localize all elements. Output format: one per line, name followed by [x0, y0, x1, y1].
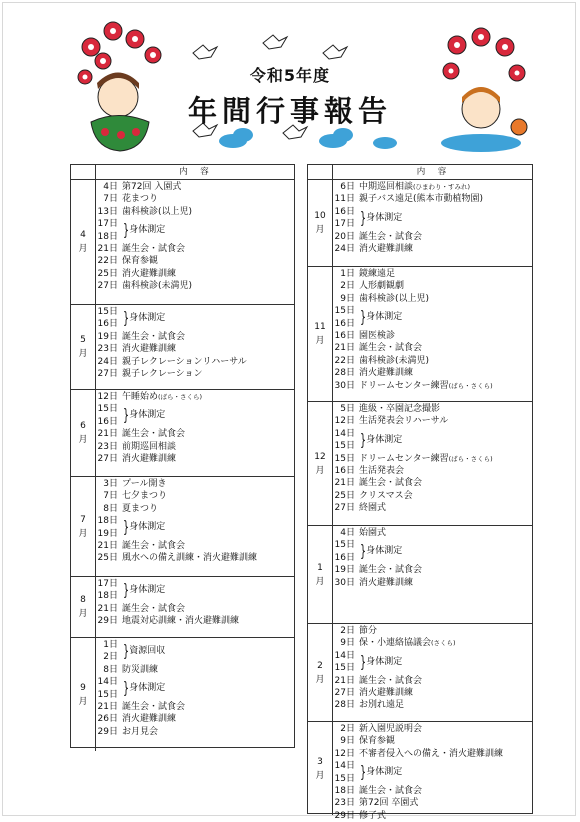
- event-title: 終園式: [359, 503, 387, 514]
- girl-balloon-illustration: [73, 17, 183, 157]
- event-title: 夏まつり: [122, 503, 159, 514]
- event-day: 14日: [334, 761, 355, 772]
- event-day: 28日: [334, 700, 355, 711]
- event-row: [333, 465, 532, 477]
- event-title: 始園式: [359, 528, 387, 538]
- event-title: 消火避難訓練: [122, 714, 177, 725]
- event-row: [96, 664, 294, 676]
- event-day: 20日: [334, 231, 355, 242]
- event-row: [333, 797, 532, 809]
- event-title: 第72回 卒園式: [359, 798, 419, 809]
- event-title: お月見会: [122, 726, 159, 737]
- event-row: [333, 687, 532, 699]
- event-day: 23日: [334, 798, 355, 809]
- brace-label: }身体測定: [360, 541, 403, 561]
- event-title: 誕生会・試食会: [122, 243, 186, 254]
- event-day: 22日: [334, 355, 355, 366]
- event-day: 16日: [334, 318, 355, 329]
- event-day: 15日: [97, 307, 118, 317]
- event-day: 17日: [334, 219, 355, 230]
- event-title: 誕生会・試食会: [359, 565, 423, 576]
- event-title: 人形劇観劇: [359, 281, 405, 292]
- event-day: 18日: [97, 231, 118, 242]
- event-day: 18日: [97, 516, 118, 527]
- event-title: 消火避難訓練: [122, 453, 177, 464]
- event-day: 24日: [334, 243, 355, 254]
- header-subtitle: 令和5年度: [249, 66, 331, 85]
- event-title: 消火避難訓練: [359, 368, 414, 379]
- event-note: (ばら・さくら): [158, 393, 203, 401]
- event-row: [96, 181, 294, 193]
- event-row: [333, 415, 532, 427]
- event-day: 17日: [97, 219, 118, 230]
- event-row: [333, 268, 532, 280]
- event-row: [96, 713, 294, 725]
- event-title: お別れ遠足: [359, 700, 405, 711]
- right-table: [307, 164, 533, 821]
- month-block: [71, 305, 294, 390]
- brace-label: }身体測定: [123, 580, 166, 599]
- event-title: 親子レクレーション: [122, 368, 203, 379]
- event-row: [333, 193, 532, 205]
- bird-icon: [173, 23, 413, 153]
- event-day: 27日: [97, 281, 118, 292]
- month-label: 12 月: [308, 402, 333, 525]
- event-row: [96, 428, 294, 440]
- event-title: プール開き: [122, 479, 167, 489]
- month-label: 2 月: [308, 624, 333, 721]
- event-title: 歯科検診(未満児): [359, 355, 430, 366]
- event-title: 進級・卒園記念撮影: [359, 404, 441, 414]
- event-row: [333, 403, 532, 415]
- month-block: [308, 526, 532, 624]
- event-row: [333, 502, 532, 514]
- event-row: [333, 355, 532, 367]
- event-title: 消火避難訓練: [359, 243, 414, 254]
- event-day: 5日: [340, 404, 355, 414]
- month-block: [71, 577, 294, 638]
- month-label: 4 月: [71, 180, 96, 304]
- event-row: [96, 343, 294, 355]
- event-row: [333, 699, 532, 711]
- event-day: 9日: [340, 736, 355, 747]
- event-day: 8日: [103, 503, 118, 514]
- event-title: 誕生会・試食会: [359, 675, 423, 686]
- month-label: 5 月: [71, 305, 96, 389]
- event-title: 消火避難訓練: [359, 577, 414, 588]
- page-title: 年間行事報告: [187, 94, 392, 128]
- event-title: 歯科検診(以上児): [359, 293, 430, 304]
- event-day: 21日: [334, 343, 355, 354]
- event-day: 7日: [103, 194, 118, 205]
- left-header-label: 内 容: [179, 167, 211, 177]
- event-row: [96, 552, 294, 564]
- event-day: 19日: [97, 528, 118, 539]
- event-day: 8日: [103, 664, 118, 675]
- event-day: 11日: [334, 194, 355, 205]
- event-day: 14日: [334, 650, 355, 661]
- event-day: 1日: [103, 640, 118, 650]
- event-day: 19日: [97, 331, 118, 342]
- event-day: 16日: [334, 330, 355, 341]
- month-label: 11 月: [308, 267, 333, 401]
- event-day: 24日: [97, 356, 118, 367]
- event-title: 誕生会・試食会: [122, 540, 186, 551]
- event-row: [333, 453, 532, 465]
- event-title: 園医検診: [359, 330, 396, 341]
- event-title: 保育参観: [122, 256, 159, 267]
- event-row: [333, 748, 532, 760]
- brace-label: }身体測定: [123, 517, 166, 537]
- event-day: 14日: [97, 677, 118, 688]
- event-day: 29日: [97, 616, 118, 627]
- event-title: 午睡始め: [122, 392, 159, 402]
- event-row: [333, 723, 532, 735]
- event-day: 21日: [97, 429, 118, 440]
- event-title: 消火避難訓練: [122, 268, 177, 279]
- left-table: [70, 164, 295, 748]
- event-day: 25日: [97, 553, 118, 564]
- event-day: 30日: [334, 380, 355, 391]
- event-day: 21日: [97, 243, 118, 254]
- event-day: 15日: [97, 689, 118, 700]
- event-day: 16日: [334, 552, 355, 563]
- event-row: [333, 477, 532, 489]
- event-row: [333, 785, 532, 797]
- brace-label: }資源回収: [123, 641, 166, 660]
- event-row: [96, 540, 294, 552]
- brace-label: }身体測定: [360, 207, 403, 227]
- brace-label: }身体測定: [123, 678, 166, 698]
- event-title: 誕生会・試食会: [122, 701, 186, 712]
- brace-label: }身体測定: [123, 220, 166, 240]
- month-block: [308, 402, 532, 526]
- event-title: 不審者侵入への備え・消火避難訓練: [359, 748, 504, 759]
- event-row: [96, 280, 294, 292]
- event-day: 4日: [340, 528, 355, 538]
- event-day: 26日: [97, 714, 118, 725]
- event-day: 30日: [334, 577, 355, 588]
- event-day: 27日: [97, 453, 118, 464]
- event-title: 保・小連絡協議会: [359, 638, 432, 649]
- event-day: 28日: [334, 368, 355, 379]
- event-title: 生活発表会リハーサル: [359, 416, 449, 427]
- event-title: 誕生会・試食会: [122, 429, 186, 440]
- event-day: 16日: [334, 465, 355, 476]
- brace-label: }身体測定: [360, 429, 403, 449]
- event-day: 6日: [340, 182, 355, 192]
- event-day: 21日: [97, 540, 118, 551]
- event-row: [96, 453, 294, 465]
- month-label: 10 月: [308, 180, 333, 266]
- month-block: [308, 624, 532, 722]
- event-row: [96, 356, 294, 368]
- event-day: 12日: [97, 392, 118, 402]
- event-row: [96, 206, 294, 218]
- event-day: 21日: [334, 478, 355, 489]
- event-title: 保育参観: [359, 736, 396, 747]
- event-title: 鏡練遠足: [359, 269, 396, 279]
- event-title: ドリームセンター練習: [359, 380, 449, 391]
- event-day: 16日: [334, 206, 355, 217]
- event-row: [333, 527, 532, 539]
- event-row: [96, 726, 294, 738]
- event-day: 14日: [334, 428, 355, 439]
- month-block: [71, 638, 294, 751]
- event-day: 12日: [334, 416, 355, 427]
- event-day: 19日: [334, 565, 355, 576]
- month-block: [71, 180, 294, 305]
- month-label: 8 月: [71, 577, 96, 637]
- event-title: 誕生会・試食会: [359, 231, 423, 242]
- event-title: 防災訓練: [122, 664, 159, 675]
- event-day: 15日: [334, 453, 355, 464]
- event-note: (ばら・さくら): [448, 381, 493, 390]
- event-day: 15日: [334, 663, 355, 674]
- event-row: [333, 577, 532, 589]
- event-day: 9日: [340, 638, 355, 649]
- event-day: 9日: [340, 293, 355, 304]
- event-note: (ひまわり・すみれ): [413, 183, 471, 191]
- event-day: 16日: [97, 416, 118, 427]
- event-title: 七夕まつり: [122, 491, 168, 502]
- boy-balloon-illustration: [437, 23, 537, 153]
- event-day: 7日: [103, 491, 118, 502]
- event-day: 18日: [334, 785, 355, 796]
- brace-label: }身体測定: [360, 651, 403, 671]
- brace-label: }身体測定: [123, 308, 166, 327]
- event-day: 15日: [334, 441, 355, 452]
- event-row: [333, 181, 532, 193]
- event-row: [96, 331, 294, 343]
- event-day: 15日: [334, 773, 355, 784]
- event-row: [333, 625, 532, 637]
- event-row: [96, 193, 294, 205]
- event-row: [333, 280, 532, 292]
- event-day: 23日: [97, 441, 118, 452]
- event-day: 2日: [103, 652, 118, 663]
- event-row: [96, 368, 294, 380]
- event-row: [96, 503, 294, 515]
- event-day: 23日: [97, 344, 118, 355]
- event-title: 生活発表会: [359, 465, 405, 476]
- month-block: [308, 267, 532, 402]
- event-day: 27日: [334, 503, 355, 514]
- event-title: 誕生会・試食会: [359, 785, 423, 796]
- event-day: 15日: [97, 404, 118, 415]
- right-table-header: [308, 165, 532, 180]
- event-day: 27日: [97, 368, 118, 379]
- event-row: [333, 342, 532, 354]
- event-row: [96, 441, 294, 453]
- month-block: [71, 390, 294, 477]
- event-row: [333, 330, 532, 342]
- header: [3, 3, 577, 163]
- event-row: [333, 293, 532, 305]
- event-title: 歯科検診(以上児): [122, 206, 193, 217]
- event-title: 風水への備え訓練・消火避難訓練: [122, 553, 258, 564]
- event-day: 27日: [334, 687, 355, 698]
- event-day: 21日: [334, 675, 355, 686]
- month-block: [71, 477, 294, 577]
- event-row: [333, 367, 532, 379]
- right-header-label: 内 容: [416, 167, 449, 177]
- event-row: [96, 701, 294, 713]
- event-day: 4日: [103, 182, 118, 192]
- event-title: 誕生会・試食会: [359, 343, 423, 354]
- event-title: 誕生会・試食会: [122, 603, 186, 614]
- event-row: [96, 603, 294, 615]
- brace-label: }身体測定: [360, 762, 403, 782]
- event-row: [333, 380, 532, 392]
- month-label: 1 月: [308, 526, 333, 623]
- page: [2, 2, 576, 821]
- event-row: [333, 231, 532, 243]
- event-day: 25日: [334, 490, 355, 501]
- event-note: (さくら): [431, 639, 456, 648]
- event-row: [333, 675, 532, 687]
- event-note: (ばら・さくら): [448, 454, 493, 463]
- event-day: 21日: [97, 603, 118, 614]
- event-row: [333, 810, 532, 822]
- event-day: 15日: [334, 540, 355, 551]
- event-row: [96, 490, 294, 502]
- event-list: [333, 403, 532, 515]
- event-day: 2日: [340, 626, 355, 636]
- event-row: [96, 478, 294, 490]
- month-label: 6 月: [71, 390, 96, 476]
- event-row: [96, 391, 294, 403]
- event-day: 2日: [340, 281, 355, 292]
- event-title: 消火避難訓練: [122, 344, 177, 355]
- event-row: [333, 490, 532, 502]
- event-title: 親子レクレーションリハーサル: [122, 356, 247, 367]
- event-row: [96, 243, 294, 255]
- event-day: 29日: [97, 726, 118, 737]
- month-label: 9 月: [71, 638, 96, 751]
- event-title: 節分: [359, 626, 378, 636]
- event-title: 誕生会・試食会: [122, 331, 186, 342]
- event-title: 誕生会・試食会: [359, 478, 423, 489]
- month-label: 7 月: [71, 477, 96, 576]
- event-day: 3日: [103, 479, 118, 489]
- event-title: 中期巡回相談: [359, 182, 414, 192]
- event-row: [333, 637, 532, 649]
- event-title: ドリームセンター練習: [359, 453, 449, 464]
- month-block: [308, 722, 532, 821]
- event-day: 21日: [97, 701, 118, 712]
- event-day: 22日: [97, 256, 118, 267]
- event-row: [333, 564, 532, 576]
- event-day: 18日: [97, 591, 118, 602]
- event-day: 1日: [340, 269, 355, 279]
- event-title: 前期巡回相談: [122, 441, 177, 452]
- event-row: [96, 255, 294, 267]
- event-day: 16日: [97, 319, 118, 330]
- brace-label: }身体測定: [360, 307, 403, 327]
- event-title: 親子バス遠足(熊本市動植物園): [359, 194, 484, 205]
- event-day: 2日: [340, 724, 355, 734]
- event-day: 13日: [97, 206, 118, 217]
- event-day: 25日: [97, 268, 118, 279]
- event-title: 新入園児説明会: [359, 724, 423, 734]
- event-row: [333, 735, 532, 747]
- event-day: 29日: [334, 810, 355, 821]
- month-label: 3 月: [308, 722, 333, 815]
- event-title: 花まつり: [122, 194, 159, 205]
- brace-label: }身体測定: [123, 405, 166, 425]
- event-list: [96, 391, 294, 465]
- event-day: 15日: [334, 306, 355, 317]
- event-row: [96, 268, 294, 280]
- month-block: [308, 180, 532, 267]
- event-day: 17日: [97, 579, 118, 589]
- event-list: [333, 268, 532, 392]
- event-title: 第72回 入園式: [122, 182, 182, 192]
- event-row: [96, 615, 294, 627]
- left-table-header: [71, 165, 294, 180]
- event-title: 修了式: [359, 810, 387, 821]
- event-row: [333, 243, 532, 255]
- event-title: 消火避難訓練: [359, 687, 414, 698]
- event-day: 12日: [334, 748, 355, 759]
- event-title: クリスマス会: [359, 490, 413, 501]
- event-title: 地震対応訓練・消火避難訓練: [122, 616, 240, 627]
- event-title: 歯科検診(未満児): [122, 281, 193, 292]
